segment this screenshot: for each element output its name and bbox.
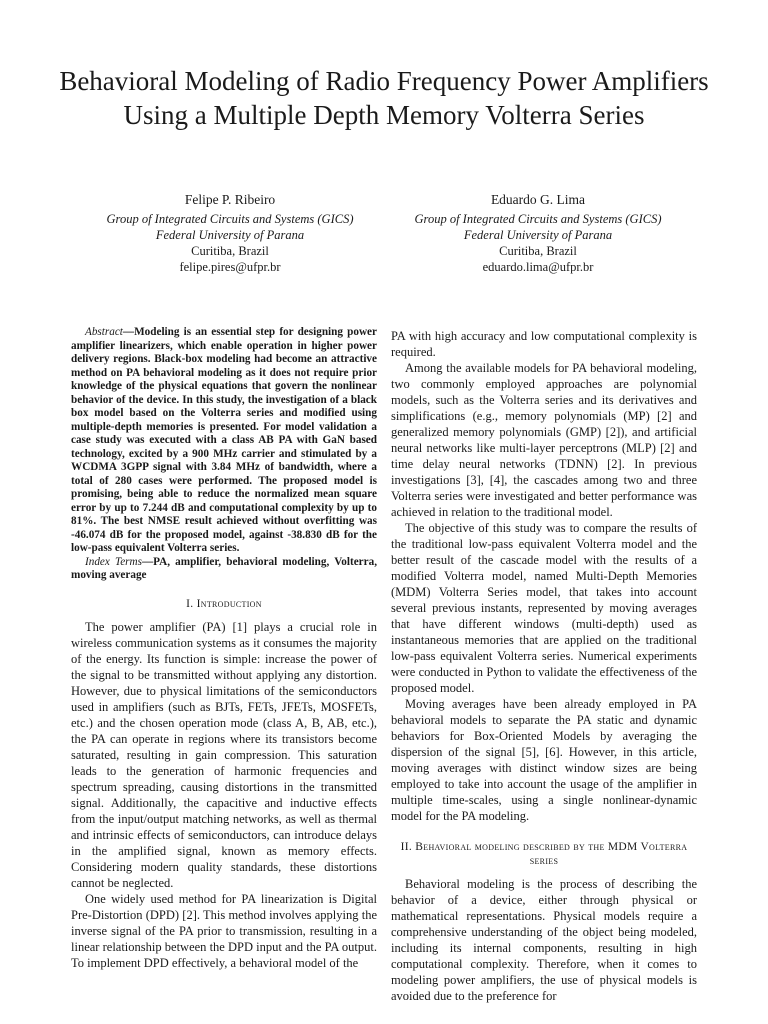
abstract-label: Abstract bbox=[85, 326, 123, 338]
index-terms-label: Index Terms bbox=[85, 555, 142, 568]
author-city: Curitiba, Brazil bbox=[191, 244, 269, 258]
abstract-text: —Modeling is an essential step for designing power amplifier linearizers, which enable operation in higher power delivery regions. Black-box modeling had become an attractive method on PA behavioral modeling as it does not require prior knowledge of the physical equations that govern the nonlinear behavior of the device. In this study, the investigation of a black box model based on the Volterra series and modified using multiple-depth memories is presented. For model validation a case study was executed with a class AB PA with GaN based technology, excited by a 900 MHz carrier and stimulated by a WCDMA 3GPP signal with 3.84 MHz of bandwidth, where a total of 280 cases were performed. The proposed model is promising, being able to reduce the normalized mean square error by up to 7.244 dB and computational complexity by up to 81%. The best NMSE result achieved without overfitting was -46.074 dB for the proposed model, against -38.830 dB for the low-pass equivalent Volterra series. bbox=[71, 326, 377, 554]
author-email: felipe.pires@ufpr.br bbox=[179, 260, 281, 274]
paragraph: The power amplifier (PA) [1] plays a crucial role in wireless communication systems as it consumes the majority of the energy. Its function is simple: increase the power of the signal to be transmitted without applying any distortion. However, due to physical limitations of the semiconductors used in amplifiers (such as BJTs, FETs, JFETs, MOSFETs, etc.) and the chosen operation mode (class A, B, AB, etc.), the PA can operate in regions where its transistors become saturated, resulting in gain compression. This saturation leads to the generation of harmonic frequencies and spectrum spreading, causing distortions in the transmitted signal. Additionally, the capacitive and inductive effects from the input/output matching networks, as well as thermal and intrinsic effects of semiconductors, can introduce delays in the amplified signal, known as memory effects. Considering modern quality standards, these distortions cannot be neglected. bbox=[71, 619, 377, 890]
paragraph: The objective of this study was to compare the results of the traditional low-pass equivalent Volterra model and the better result of the cascade model with the results of a modified Volterra model, named Multi-Depth Memories (MDM) Volterra Series model, that takes into account several previous instants, represented by moving averages that have different windows (multi-depth) used as instantaneous memories that are applied on the traditional low-pass equivalent Volterra series. Numerical experiments were conducted in Python to validate the effectiveness of the proposed model. bbox=[391, 521, 697, 695]
left-column bbox=[71, 326, 377, 971]
author-university: Federal University of Parana bbox=[463, 228, 613, 242]
paragraph: One widely used method for PA linearization is Digital Pre-Distortion (DPD) [2]. This method involves applying the inverse signal of the PA prior to transmission, resulting in a linear relationship between the DPD input and the PA output. To implement DPD effectively, a behavioral model of the bbox=[71, 891, 377, 970]
right-column bbox=[391, 328, 697, 1004]
author-affiliation: Group of Integrated Circuits and Systems (GICS) bbox=[414, 212, 662, 226]
author-name: Eduardo G. Lima bbox=[490, 192, 586, 207]
paragraph-continuation: PA with high accuracy and low computational complexity is required. bbox=[391, 329, 697, 359]
author-block-1 bbox=[65, 192, 395, 275]
index-terms-text: —PA, amplifier, behavioral modeling, Volterra, moving average bbox=[71, 555, 377, 581]
section-heading-introduction: I. Introduction bbox=[186, 597, 262, 610]
author-email: eduardo.lima@ufpr.br bbox=[482, 260, 594, 274]
paper-title: Behavioral Modeling of Radio Frequency Power Amplifiers Using a Multiple Depth Memory Volterra Series bbox=[59, 66, 709, 130]
author-city: Curitiba, Brazil bbox=[499, 244, 577, 258]
paragraph: Moving averages have been already employed in PA behavioral models to separate the PA static and dynamic behaviors for Box-Oriented Models by averaging the dispersion of the signal [5], [6]. However, in this article, moving averages with distinct window sizes are being employed to take into account the usage of the amplifier in multiple time-scales, using a single nonlinear-dynamic model for the PA modeling. bbox=[391, 697, 697, 823]
paragraph: Among the available models for PA behavioral modeling, two commonly employed approaches are polynomial models, such as the Volterra series and its derivatives and simplifications (e.g., memory polynomials (MP) [2] and generalized memory polynomials (GMP) [2]), and artificial neural networks like multi-layer perceptrons (MLP) [2] and time delay neural networks (TDNN) [2]. In previous investigations [3], [4], the cascades among two and three Volterra series were investigated and better performance was achieved in relation to the traditional model. bbox=[391, 361, 697, 519]
section-heading-behavioral-modeling: II. Behavioral modeling described by the MDM Volterra series bbox=[400, 841, 688, 867]
author-block-2 bbox=[373, 192, 703, 275]
index-terms bbox=[71, 556, 377, 583]
author-affiliation: Group of Integrated Circuits and Systems (GICS) bbox=[106, 212, 354, 226]
paragraph: Behavioral modeling is the process of describing the behavior of a device, either through physical or mathematical representations. Physical models require a comprehensive understanding of the object being modeled, including its internal components, resulting in high computational complexity. Therefore, when it comes to modeling power amplifiers, the use of physical models is avoided due to the preference for bbox=[391, 877, 697, 1003]
author-university: Federal University of Parana bbox=[155, 228, 305, 242]
abstract bbox=[71, 326, 377, 556]
author-name: Felipe P. Ribeiro bbox=[184, 192, 276, 207]
